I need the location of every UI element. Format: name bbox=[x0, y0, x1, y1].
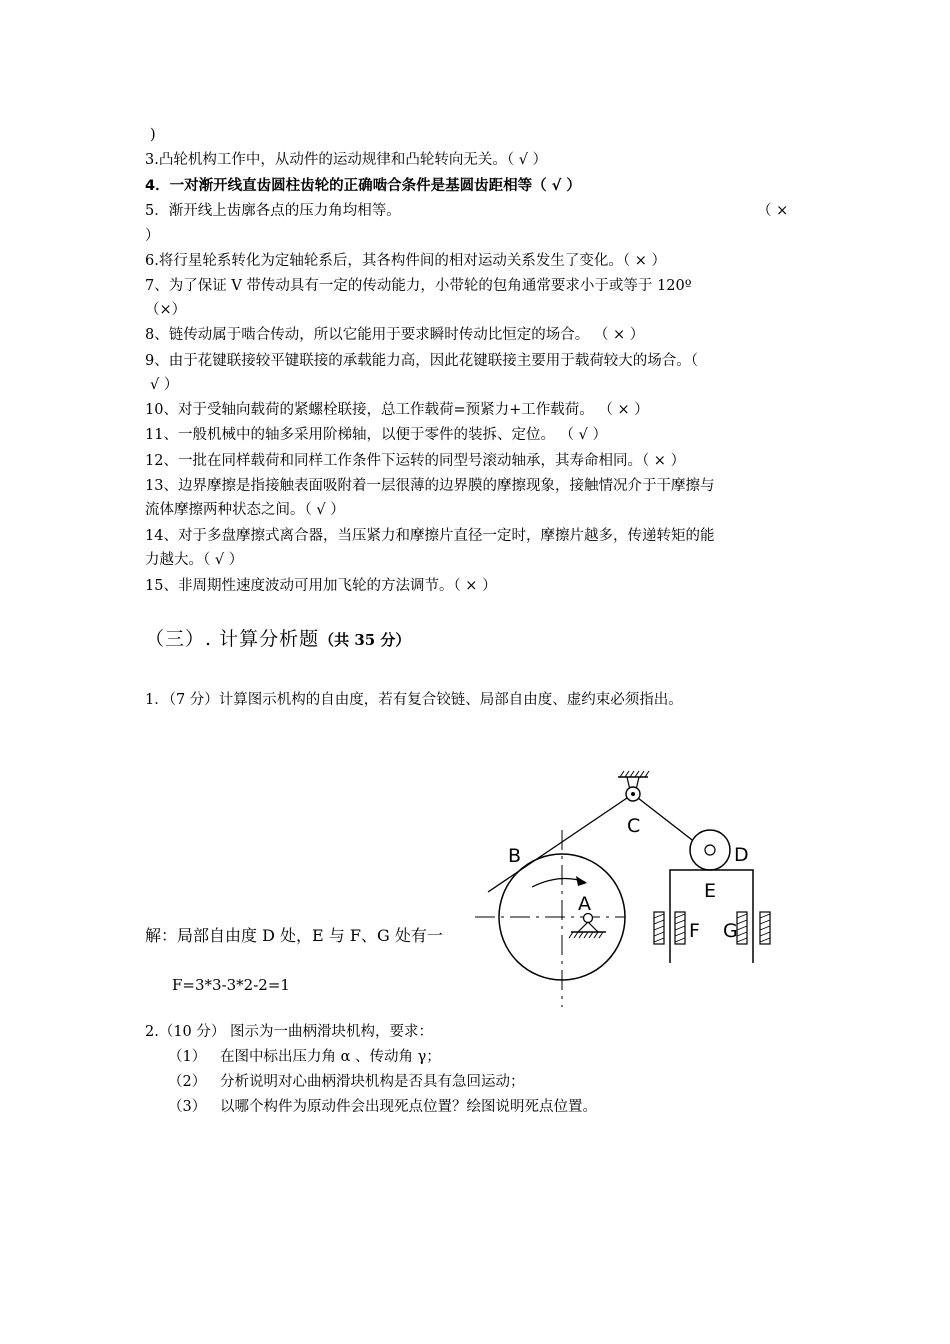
tf-item-15: 15、非周期性速度波动可用加飞轮的方法调节。（ × ） bbox=[145, 578, 497, 594]
ground-hatch-a bbox=[569, 932, 603, 938]
q2-item-3-num: （3） bbox=[168, 1099, 207, 1115]
mechanism-figure bbox=[470, 770, 790, 1010]
question-1: 1．（7 分）计算图示机构的自由度，若有复合铰链、局部自由度、虚约束必须指出。 bbox=[145, 692, 683, 708]
question-2: 2.（10 分） 图示为一曲柄滑块机构，要求： bbox=[145, 1024, 434, 1040]
tf-item-11: 11、一般机械中的轴多采用阶梯轴，以便于零件的装拆、定位。 （ √ ） bbox=[145, 427, 608, 443]
label-g: G bbox=[723, 920, 738, 942]
tf-item-6: 6.将行星轮系转化为定轴轮系后，其各构件间的相对运动关系发生了变化。（ × ） bbox=[145, 253, 666, 269]
section-3-heading bbox=[145, 627, 410, 652]
label-f: F bbox=[689, 920, 700, 942]
tf-item-3: 3.凸轮机构工作中，从动件的运动规律和凸轮转向无关。（ √ ） bbox=[145, 152, 548, 168]
tf-item-9-answer: √ ） bbox=[150, 377, 179, 393]
section-3-title: （三）. 计算分析题 bbox=[145, 628, 320, 650]
tf-item-7: 7、为了保证 V 带传动具有一定的传动能力，小带轮的包角通常要求小于或等于 120º bbox=[145, 278, 692, 294]
tf-item-5-close: ） bbox=[145, 228, 160, 244]
label-b: B bbox=[508, 845, 522, 867]
tf-item-14: 14、对于多盘摩擦式离合器，当压紧力和摩擦片直径一定时，摩擦片越多，传递转矩的能 bbox=[145, 528, 715, 544]
tf-item-9: 9、由于花键联接较平键联接的承载能力高，因此花键联接主要用于载荷较大的场合。（ bbox=[145, 353, 698, 369]
label-d: D bbox=[734, 844, 749, 866]
q2-item-3: 以哪个构件为原动件会出现死点位置？绘图说明死点位置。 bbox=[220, 1099, 597, 1115]
tf-item-12: 12、一批在同样载荷和同样工作条件下运转的同型号滚动轴承，其寿命相同。（ × ） bbox=[145, 453, 686, 469]
q2-item-2-num: （2） bbox=[168, 1074, 207, 1090]
tf-item-13: 13、边界摩擦是指接触表面吸附着一层很薄的边界膜的摩擦现象，接触情况介于干摩擦与 bbox=[145, 478, 715, 494]
tf-item-14-cont: 力越大。（ √ ） bbox=[145, 552, 244, 568]
section-3-subtitle: （共 35 分） bbox=[319, 631, 411, 649]
tf-item-8: 8、链传动属于啮合传动，所以它能用于要求瞬时传动比恒定的场合。 （ × ） bbox=[145, 327, 645, 343]
label-c: C bbox=[627, 815, 641, 837]
tf-item-7-answer: （×） bbox=[145, 302, 187, 318]
q2-item-2: 分析说明对心曲柄滑块机构是否具有急回运动； bbox=[220, 1074, 525, 1090]
line-paren-continuation: ) bbox=[150, 127, 156, 143]
q2-item-1-num: （1） bbox=[168, 1049, 207, 1065]
pivot-a-leg-right bbox=[588, 922, 598, 932]
tf-item-13-cont: 流体摩擦两种状态之间。（ √ ） bbox=[145, 502, 345, 518]
rotation-arrowhead bbox=[576, 876, 587, 886]
q1-formula: F=3*3-3*2-2=1 bbox=[172, 976, 290, 994]
pivot-c-pin bbox=[631, 792, 635, 796]
label-e: E bbox=[704, 880, 717, 902]
label-a: A bbox=[578, 893, 591, 915]
tf-item-5-answer: （ × bbox=[757, 203, 789, 219]
tf-item-10: 10、对于受轴向载荷的紧螺栓联接，总工作载荷=预紧力+工作载荷。 （ × ） bbox=[145, 402, 649, 418]
ground-hatch-c bbox=[620, 771, 649, 777]
q2-item-1: 在图中标出压力角 α 、传动角 γ； bbox=[220, 1049, 441, 1065]
pivot-a-leg-left bbox=[578, 922, 588, 932]
tf-item-5: 5．渐开线上齿廓各点的压力角均相等。 bbox=[145, 203, 401, 219]
tf-item-4: 4．一对渐开线直齿圆柱齿轮的正确啮合条件是基圆齿距相等（ √ ） bbox=[145, 178, 581, 194]
q1-solution: 解：局部自由度 D 处，E 与 F、G 处有一 bbox=[145, 926, 443, 945]
link-cd bbox=[638, 798, 696, 843]
roller-d-pin bbox=[705, 845, 715, 855]
